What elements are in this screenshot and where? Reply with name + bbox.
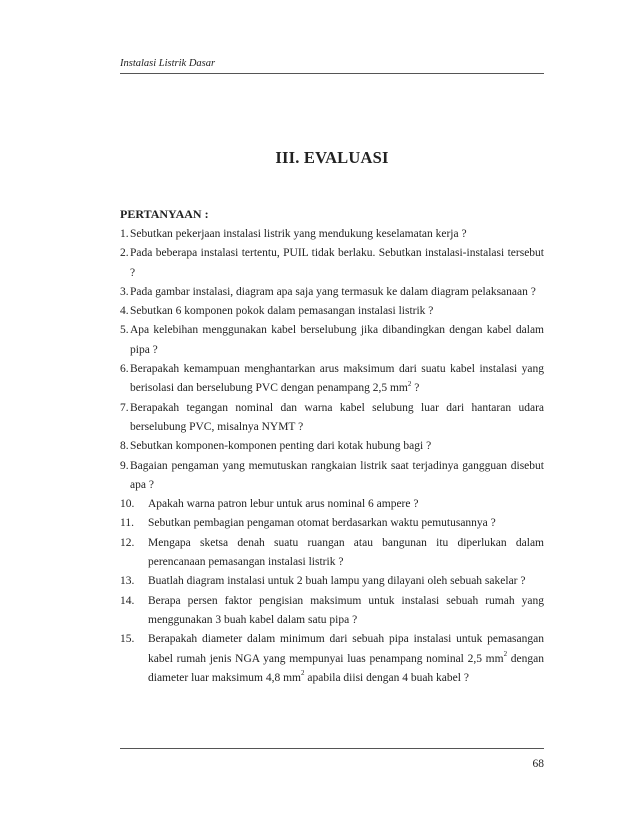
question-item [120,495,544,514]
question-number: 15. [120,633,135,646]
superscript: 2 [407,379,412,388]
question-number: 8. [120,440,129,453]
question-item [120,572,544,591]
question-number: 3. [120,285,129,298]
question-number: 5. [120,324,129,337]
section-label: PERTANYAAN : [120,207,209,221]
question-text: Apa kelebihan menggunakan kabel berselubung jika dibandingkan dengan kabel dalam pipa ? [130,324,544,356]
question-number: 14. [120,594,135,607]
question-item [120,592,544,631]
question-text: Sebutkan pembagian pengaman otomat berdasarkan waktu pemutusannya ? [148,517,496,530]
question-text-part: Berapakah diameter dalam minimum dari sebuah pipa instalasi untuk pemasangan kabel rumah jenis NGA yang mempunyai luas penampang nominal 2,5 mm [148,633,544,665]
question-number: 2. [120,247,129,260]
question-item [120,321,544,360]
footer-divider [120,748,544,749]
question-number: 13. [120,575,135,588]
question-text: Pada beberapa instalasi tertentu, PUIL tidak berlaku. Sebutkan instalasi-instalasi tersebut ? [130,247,544,279]
question-number: 12. [120,536,135,549]
superscript: 2 [503,649,508,658]
question-item [120,283,544,302]
question-text [148,630,544,688]
running-header: Instalasi Listrik Dasar [120,58,216,69]
question-text-part: Berapakah kemampuan menghantarkan arus maksimum dari suatu kabel instalasi yang berisolasi dan berselubung PVC dengan penampang 2,5 mm [130,363,544,395]
question-item [120,437,544,456]
question-number: 11. [120,517,134,530]
page-title: III. EVALUASI [275,148,389,167]
question-item [120,630,544,688]
question-item [120,534,544,573]
question-text-part: dengan diameter luar maksimum 4,8 mm [148,652,544,684]
question-text: Sebutkan komponen-komponen penting dari kotak hubung bagi ? [130,440,432,453]
question-text: Sebutkan pekerjaan instalasi listrik yang mendukung keselamatan kerja ? [130,228,467,240]
question-text: Sebutkan 6 komponen pokok dalam pemasangan instalasi listrik ? [130,305,434,318]
question-number: 1. [120,228,129,240]
question-number: 6. [120,363,129,376]
question-text [130,360,544,399]
question-item [120,244,544,283]
question-text-part: ? [411,382,420,395]
question-text: Berapa persen faktor pengisian maksimum untuk instalasi sebuah rumah yang menggunakan 3 buah kabel dalam satu pipa ? [148,594,544,626]
question-item [120,302,544,321]
question-text: Pada gambar instalasi, diagram apa saja yang termasuk ke dalam diagram pelaksanaan ? [130,285,536,298]
header-divider [120,73,544,74]
question-text: Berapakah tegangan nominal dan warna kabel selubung luar dari hantaran udara berselubung PVC, misalnya NYMT ? [130,401,544,433]
page-number: 68 [532,758,544,770]
question-item [120,360,544,399]
question-item [120,514,544,533]
question-text-part: apabila diisi dengan 4 buah kabel ? [304,671,469,684]
question-number: 10. [120,498,135,511]
question-item [120,457,544,496]
question-text: Apakah warna patron lebur untuk arus nominal 6 ampere ? [148,498,419,511]
question-number: 9. [120,459,129,472]
question-list [120,225,544,688]
question-text: Mengapa sketsa denah suatu ruangan atau bangunan itu diperlukan dalam perencanaan pemasangan instalasi listrik ? [148,536,544,569]
question-number: 4. [120,305,129,318]
superscript: 2 [300,669,305,677]
question-item [120,399,544,438]
question-text: Buatlah diagram instalasi untuk 2 buah lampu yang dilayani oleh sebuah sakelar ? [148,575,526,588]
question-text: Bagaian pengaman yang memutuskan rangkaian listrik saat terjadinya gangguan disebut apa ? [130,459,544,491]
question-number: 7. [120,401,129,414]
question-item [120,225,544,244]
